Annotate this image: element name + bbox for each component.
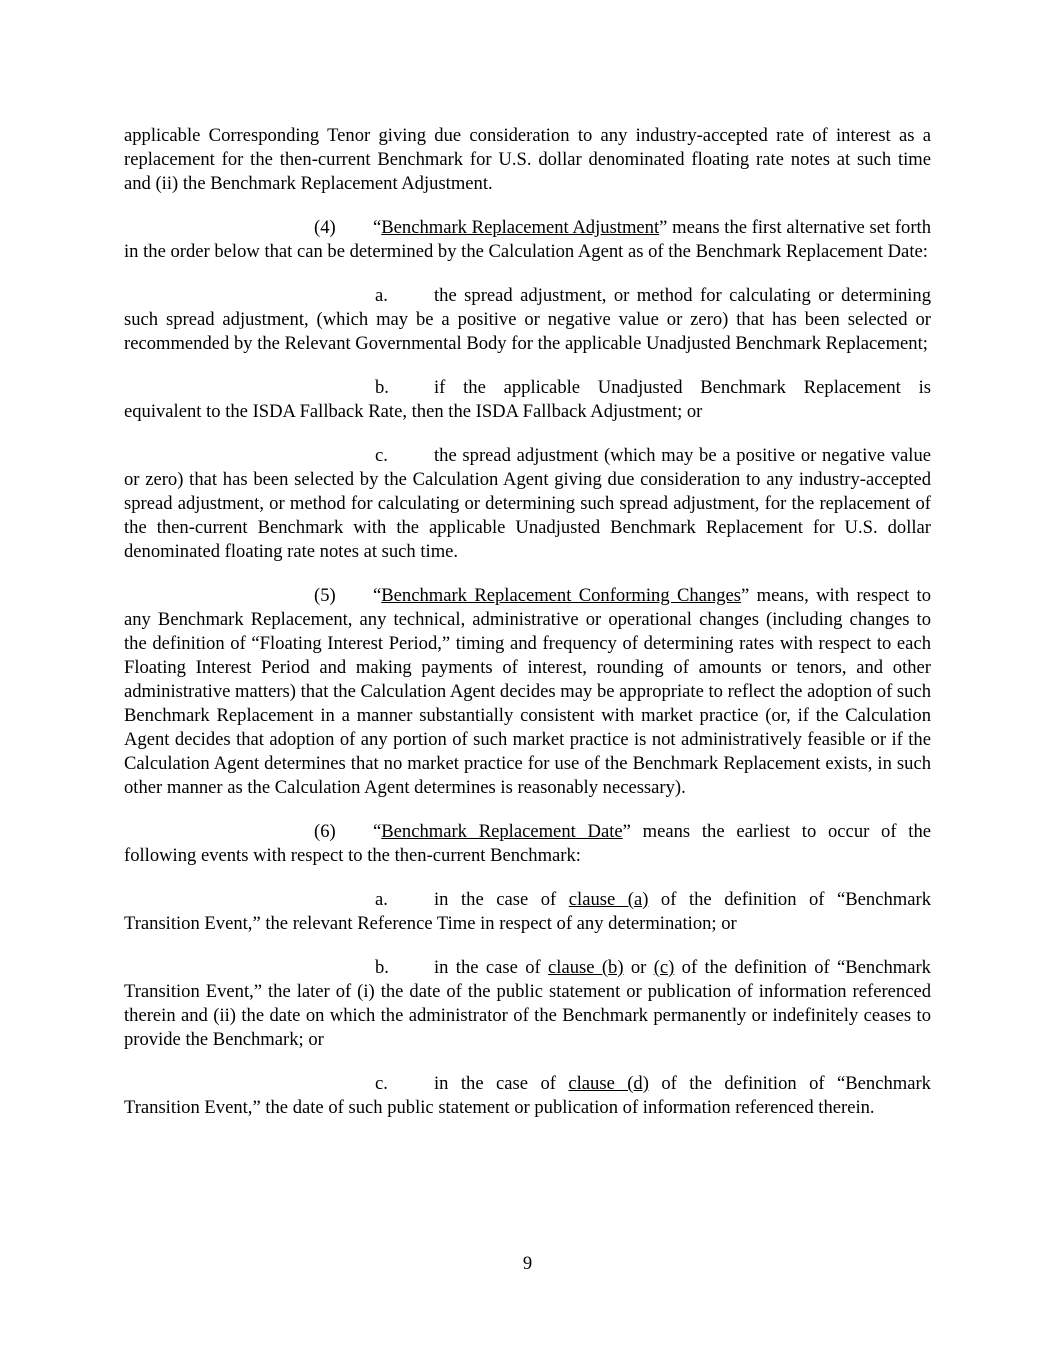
- item-letter: c.: [375, 1073, 388, 1094]
- paragraph-4: (4) “Benchmark Replacement Adjustment” means the first alternative set forth in the order below that can be determined by the Calculation Agent as of the Benchmark Replacement Date:: [124, 217, 931, 262]
- item-letter: a.: [375, 285, 388, 306]
- paragraph-6c: c. in the case of clause (d) of the definition of “Benchmark Transition Event,” the date of such public statement or publication of information referenced therein.: [124, 1073, 931, 1118]
- paragraph-5: (5) “Benchmark Replacement Conforming Changes” means, with respect to any Benchmark Replacement, any technical, administrative or operational changes (including changes to the definition of “Floating Interest Period,” timing and frequency of determining rates with respect to each Floating Interest Period and making payments of interest, rounding of amounts or tenors, and other administrative matters) that the Calculation Agent decides may be appropriate to reflect the adoption of such Benchmark Replacement in a manner substantially consistent with market practice (or, if the Calculation Agent decides that adoption of any portion of such market practice is not administratively feasible or if the Calculation Agent determines that no market practice for use of the Benchmark Replacement exists, in such other manner as the Calculation Agent determines is reasonably necessary).: [124, 585, 932, 798]
- item-letter: c.: [375, 445, 388, 466]
- paragraph-4b: b. if the applicable Unadjusted Benchmark Replacement is equivalent to the ISDA Fallback Rate, then the ISDA Fallback Adjustment; or: [124, 377, 931, 422]
- clause-reference: (c): [653, 957, 675, 978]
- clause-reference: clause (d): [568, 1073, 649, 1094]
- defined-term: Benchmark Replacement Date: [381, 821, 623, 842]
- paragraph-4c: c. the spread adjustment (which may be a positive or negative value or zero) that has been selected by the Calculation Agent giving due consideration to any industry-accepted spread adjustment, or method for calculating or determining such spread adjustment, for the replacement of the then-current Benchmark with the applicable Unadjusted Benchmark Replacement for U.S. dollar denominated floating rate notes at such time.: [124, 445, 931, 562]
- defined-term: Benchmark Replacement Adjustment: [381, 217, 660, 238]
- clause-reference: clause (a): [568, 889, 649, 910]
- paragraph-6a: a. in the case of clause (a) of the definition of “Benchmark Transition Event,” the relevant Reference Time in respect of any determination; or: [124, 889, 931, 934]
- page-number: 9: [522, 1253, 533, 1274]
- document-body: [124, 124, 931, 1120]
- defined-term: Benchmark Replacement Conforming Changes: [381, 585, 742, 606]
- paragraph-number: (4): [314, 217, 336, 238]
- item-letter: b.: [375, 957, 389, 978]
- paragraph-6: (6) “Benchmark Replacement Date” means the earliest to occur of the following events with respect to the then-current Benchmark:: [124, 821, 932, 866]
- paragraph-4a: a. the spread adjustment, or method for calculating or determining such spread adjustment, (which may be a positive or negative value or zero) that has been selected or recommended by the Relevant Governmental Body for the applicable Unadjusted Benchmark Replacement;: [124, 285, 931, 354]
- clause-reference: clause (b): [548, 957, 624, 978]
- paragraph-intro: applicable Corresponding Tenor giving due consideration to any industry-accepted rate of interest as a replacement for the then-current Benchmark for U.S. dollar denominated floating rate notes at such time and (ii) the Benchmark Replacement Adjustment.: [124, 125, 931, 194]
- paragraph-number: (5): [314, 585, 336, 606]
- paragraph-number: (6): [314, 821, 336, 842]
- paragraph-6b: b. in the case of clause (b) or (c) of the definition of “Benchmark Transition Event,” the later of (i) the date of the public statement or publication of information referenced therein and (ii) the date on which the administrator of the Benchmark permanently or indefinitely ceases to provide the Benchmark; or: [124, 957, 931, 1050]
- item-letter: b.: [375, 377, 389, 398]
- item-letter: a.: [375, 889, 388, 910]
